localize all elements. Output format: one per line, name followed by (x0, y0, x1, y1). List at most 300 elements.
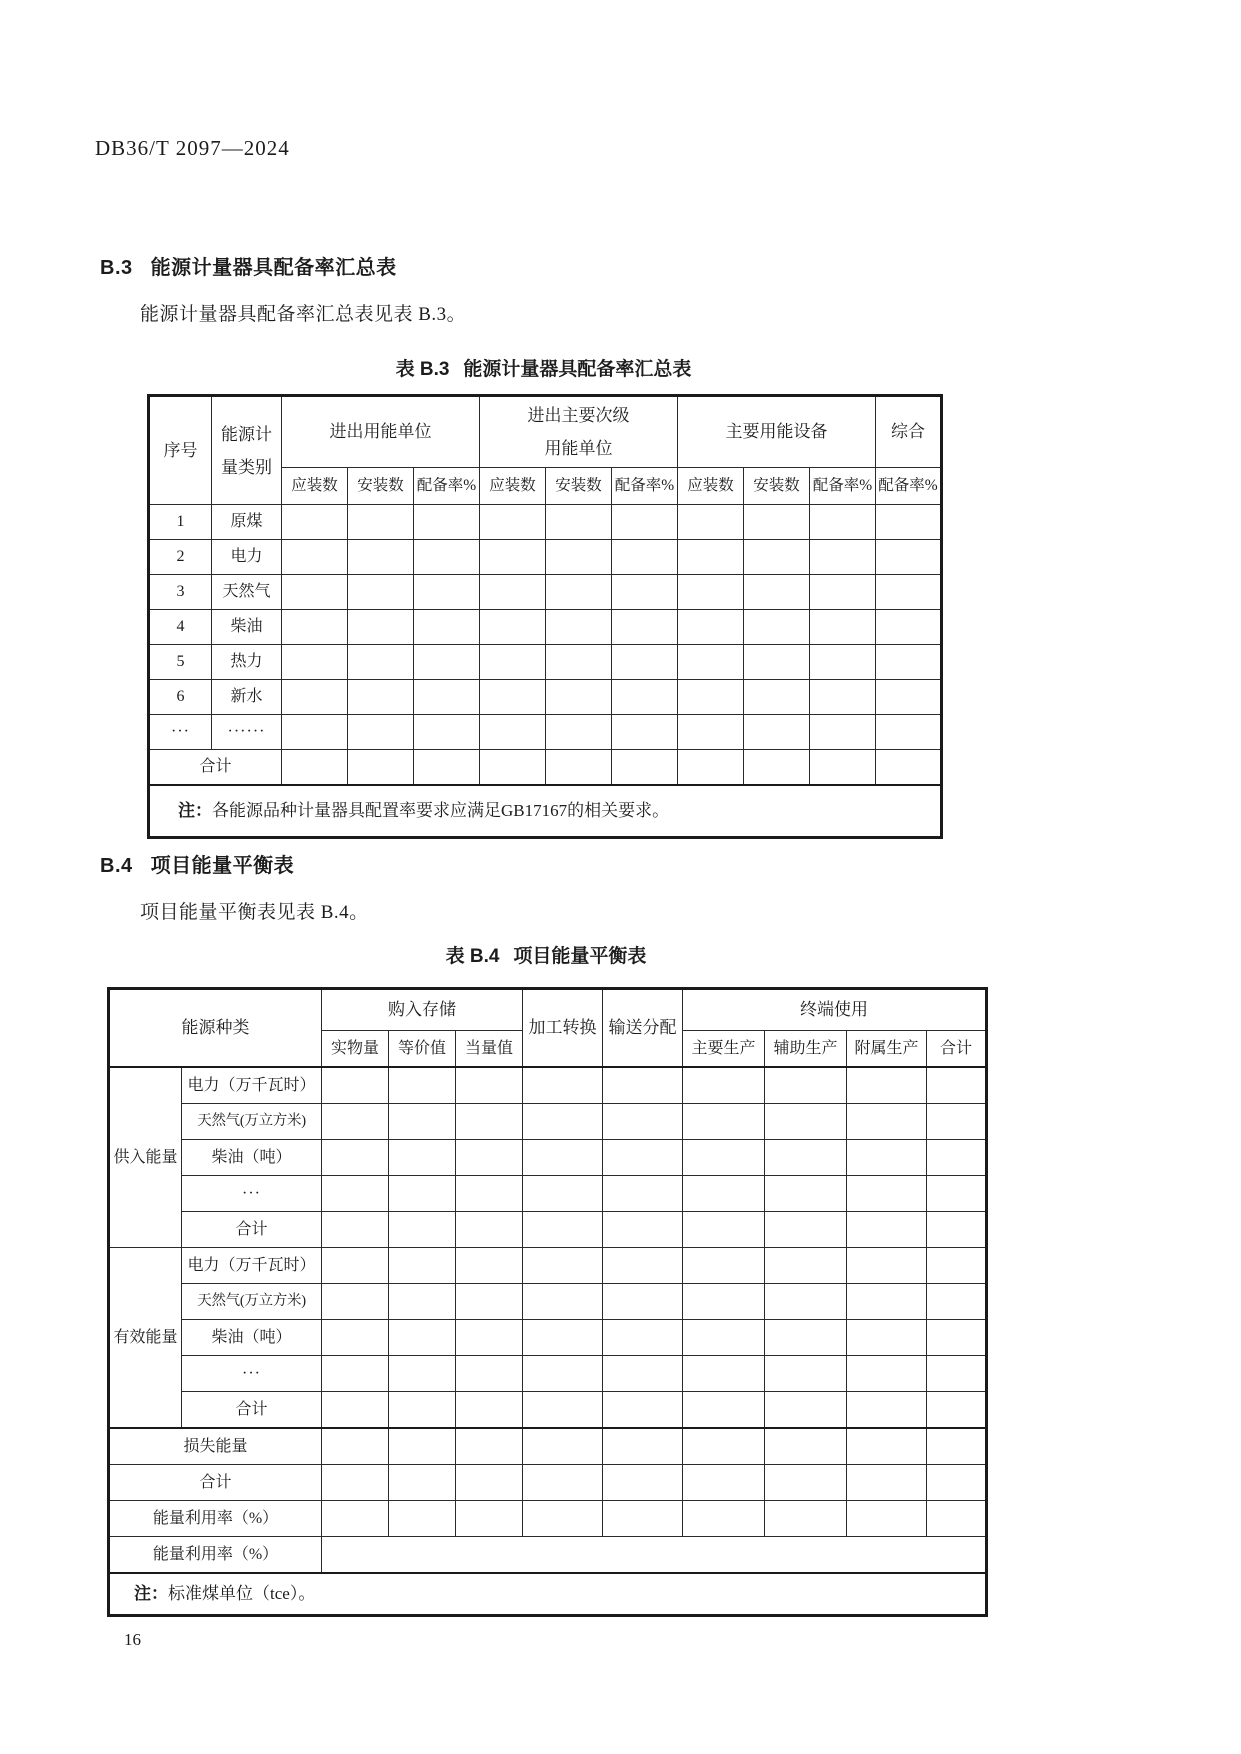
empty-cell (523, 1392, 603, 1429)
empty-cell (810, 715, 876, 750)
empty-cell (523, 1248, 603, 1284)
empty-cell (546, 540, 612, 575)
empty-cell (456, 1428, 523, 1465)
empty-cell (322, 1248, 389, 1284)
empty-cell (546, 610, 612, 645)
empty-cell (847, 1104, 927, 1140)
cell-row-number: 6 (149, 680, 212, 715)
sub-header-rate: 配备率% (612, 468, 678, 505)
empty-cell (480, 610, 546, 645)
empty-cell (389, 1212, 456, 1248)
table-row (149, 610, 942, 645)
empty-cell (456, 1501, 523, 1537)
empty-cell (348, 750, 414, 786)
empty-cell (523, 1284, 603, 1320)
empty-cell (414, 750, 480, 786)
empty-cell (389, 1356, 456, 1392)
empty-cell (480, 715, 546, 750)
empty-cell (348, 540, 414, 575)
empty-cell (546, 715, 612, 750)
table-row (109, 1320, 987, 1356)
sub-header-rate: 配备率% (414, 468, 480, 505)
table-row (109, 1140, 987, 1176)
sub-header-required: 应装数 (480, 468, 546, 505)
empty-cell (927, 1320, 987, 1356)
empty-cell (683, 1212, 765, 1248)
empty-cell (523, 1176, 603, 1212)
cell-energy-row-label: 合计 (182, 1392, 322, 1429)
empty-cell (810, 575, 876, 610)
table-row (109, 1392, 987, 1429)
empty-cell (603, 1104, 683, 1140)
empty-cell (322, 1392, 389, 1429)
empty-cell (612, 715, 678, 750)
empty-cell (322, 1320, 389, 1356)
empty-cell (414, 575, 480, 610)
empty-cell (389, 1140, 456, 1176)
empty-cell (612, 540, 678, 575)
empty-cell (546, 750, 612, 786)
empty-cell (603, 1067, 683, 1104)
col-header-transmission: 输送分配 (603, 989, 683, 1068)
empty-cell (282, 540, 348, 575)
cell-energy-row-label: 柴油（吨） (182, 1140, 322, 1176)
cell-energy-row-label: 合计 (182, 1212, 322, 1248)
empty-cell (744, 575, 810, 610)
col-header-energy-type (212, 396, 282, 505)
empty-cell (389, 1501, 456, 1537)
empty-cell (683, 1067, 765, 1104)
sub-header-installed: 安装数 (744, 468, 810, 505)
empty-cell (456, 1248, 523, 1284)
empty-cell (810, 750, 876, 786)
empty-cell (414, 715, 480, 750)
cell-energy-type: 天然气 (212, 575, 282, 610)
cell-energy-row-label: 电力（万千瓦时） (182, 1248, 322, 1284)
empty-cell (414, 680, 480, 715)
sub-header-coal-equivalent-value: 当量值 (456, 1031, 523, 1068)
col-header-seq: 序号 (149, 396, 212, 505)
empty-cell (480, 645, 546, 680)
empty-cell (683, 1465, 765, 1501)
table-row (149, 785, 942, 838)
section-b3-title: 能源计量器具配备率汇总表 (150, 257, 397, 279)
cell-energy-row-label: 天然气(万立方米) (182, 1104, 322, 1140)
empty-cell (876, 505, 942, 540)
empty-cell (414, 505, 480, 540)
table-note (149, 785, 942, 838)
empty-cell (480, 505, 546, 540)
empty-cell (744, 715, 810, 750)
table-row (109, 1284, 987, 1320)
empty-cell (765, 1465, 847, 1501)
empty-cell (523, 1501, 603, 1537)
sub-header-required: 应装数 (282, 468, 348, 505)
table-b3 (147, 394, 943, 839)
table-row (109, 1356, 987, 1392)
empty-cell (765, 1284, 847, 1320)
empty-cell (927, 1501, 987, 1537)
empty-cell (678, 505, 744, 540)
empty-cell (523, 1428, 603, 1465)
empty-cell (456, 1176, 523, 1212)
empty-cell (876, 750, 942, 786)
col-header-processing: 加工转换 (523, 989, 603, 1068)
empty-cell (282, 715, 348, 750)
empty-cell (456, 1465, 523, 1501)
sub-header-total: 合计 (927, 1031, 987, 1068)
empty-cell (282, 680, 348, 715)
empty-cell (282, 645, 348, 680)
empty-cell (847, 1140, 927, 1176)
cell-utilization-label: 能量利用率（%） (109, 1537, 322, 1574)
note-prefix: 注： (134, 1584, 168, 1604)
empty-cell (456, 1140, 523, 1176)
cell-row-number: 3 (149, 575, 212, 610)
table-row (149, 645, 942, 680)
cell-row-number: 5 (149, 645, 212, 680)
sub-header-auxiliary-production: 辅助生产 (765, 1031, 847, 1068)
empty-cell (322, 1465, 389, 1501)
empty-cell (603, 1465, 683, 1501)
sub-header-installed: 安装数 (348, 468, 414, 505)
empty-cell (546, 645, 612, 680)
cell-energy-row-label: ··· (182, 1176, 322, 1212)
empty-cell (765, 1212, 847, 1248)
empty-cell (389, 1428, 456, 1465)
group-header-purchase-storage: 购入存储 (322, 989, 523, 1031)
sub-header-main-production: 主要生产 (683, 1031, 765, 1068)
empty-cell (612, 645, 678, 680)
empty-cell (603, 1501, 683, 1537)
empty-cell (683, 1428, 765, 1465)
empty-cell (348, 575, 414, 610)
empty-cell (523, 1356, 603, 1392)
empty-cell (322, 1356, 389, 1392)
empty-cell (456, 1392, 523, 1429)
empty-cell (927, 1465, 987, 1501)
group-header-main-equipment: 主要用能设备 (678, 396, 876, 468)
empty-cell (389, 1067, 456, 1104)
empty-cell (927, 1067, 987, 1104)
empty-cell (322, 1501, 389, 1537)
empty-cell (414, 540, 480, 575)
empty-cell (876, 645, 942, 680)
group-header-secondary-line2: 用能单位 (544, 439, 613, 458)
empty-cell (847, 1501, 927, 1537)
empty-cell (927, 1104, 987, 1140)
empty-cell (414, 610, 480, 645)
empty-cell (810, 540, 876, 575)
cell-energy-row-label: 天然气(万立方米) (182, 1284, 322, 1320)
empty-cell (744, 540, 810, 575)
empty-cell (322, 1537, 987, 1574)
empty-cell (927, 1356, 987, 1392)
table-b4-caption (107, 941, 985, 968)
table-row (109, 1465, 987, 1501)
empty-cell (810, 645, 876, 680)
sub-header-installed: 安装数 (546, 468, 612, 505)
empty-cell (876, 680, 942, 715)
empty-cell (389, 1320, 456, 1356)
empty-cell (322, 1067, 389, 1104)
empty-cell (683, 1284, 765, 1320)
empty-cell (612, 680, 678, 715)
empty-cell (765, 1356, 847, 1392)
empty-cell (603, 1356, 683, 1392)
empty-cell (389, 1248, 456, 1284)
sub-header-rate: 配备率% (810, 468, 876, 505)
empty-cell (683, 1248, 765, 1284)
empty-cell (927, 1248, 987, 1284)
table-row (109, 1067, 987, 1104)
table-b3-caption-title: 能源计量器具配备率汇总表 (463, 359, 692, 380)
empty-cell (348, 610, 414, 645)
empty-cell (678, 645, 744, 680)
empty-cell (523, 1212, 603, 1248)
note-text: 各能源品种计量器具配置率要求应满足GB17167的相关要求。 (212, 801, 670, 821)
empty-cell (744, 610, 810, 645)
empty-cell (683, 1104, 765, 1140)
empty-cell (683, 1501, 765, 1537)
empty-cell (456, 1284, 523, 1320)
empty-cell (765, 1248, 847, 1284)
section-b4-number: B.4 (100, 855, 133, 877)
col-header-energy-kind: 能源种类 (109, 989, 322, 1068)
empty-cell (765, 1067, 847, 1104)
empty-cell (847, 1284, 927, 1320)
empty-cell (456, 1320, 523, 1356)
group-header-secondary-unit (480, 396, 678, 468)
table-row (149, 680, 942, 715)
page-number: 16 (124, 1630, 141, 1649)
empty-cell (456, 1212, 523, 1248)
empty-cell (876, 610, 942, 645)
empty-cell (683, 1392, 765, 1429)
empty-cell (348, 680, 414, 715)
empty-cell (348, 505, 414, 540)
empty-cell (847, 1212, 927, 1248)
table-row (109, 1501, 987, 1537)
empty-cell (847, 1392, 927, 1429)
table-b4-caption-number: 表 B.4 (445, 946, 500, 967)
cell-row-number: ··· (149, 715, 212, 750)
cell-energy-type: ······ (212, 715, 282, 750)
empty-cell (322, 1140, 389, 1176)
empty-cell (876, 575, 942, 610)
empty-cell (876, 715, 942, 750)
empty-cell (603, 1212, 683, 1248)
table-b3-caption-number: 表 B.3 (395, 359, 450, 380)
note-prefix: 注： (178, 801, 212, 821)
empty-cell (744, 680, 810, 715)
empty-cell (389, 1284, 456, 1320)
cell-energy-row-label: 柴油（吨） (182, 1320, 322, 1356)
sub-header-required: 应装数 (678, 468, 744, 505)
empty-cell (612, 610, 678, 645)
empty-cell (523, 1465, 603, 1501)
empty-cell (523, 1140, 603, 1176)
section-b3-heading (100, 251, 397, 280)
empty-cell (282, 505, 348, 540)
empty-cell (603, 1248, 683, 1284)
empty-cell (744, 505, 810, 540)
empty-cell (546, 575, 612, 610)
col-header-energy-type-line1: 能源计 (221, 424, 272, 444)
empty-cell (603, 1140, 683, 1176)
empty-cell (282, 610, 348, 645)
empty-cell (546, 680, 612, 715)
empty-cell (389, 1176, 456, 1212)
empty-cell (847, 1248, 927, 1284)
empty-cell (322, 1176, 389, 1212)
table-row (149, 750, 942, 786)
empty-cell (765, 1176, 847, 1212)
empty-cell (765, 1104, 847, 1140)
cell-energy-type: 热力 (212, 645, 282, 680)
cell-total-label: 合计 (109, 1465, 322, 1501)
cell-energy-type: 新水 (212, 680, 282, 715)
empty-cell (603, 1320, 683, 1356)
empty-cell (765, 1501, 847, 1537)
table-b4-wrapper (107, 987, 988, 1617)
empty-cell (480, 750, 546, 786)
empty-cell (523, 1104, 603, 1140)
empty-cell (876, 540, 942, 575)
group-label-effective-energy: 有效能量 (109, 1248, 182, 1429)
table-row (109, 1212, 987, 1248)
empty-cell (480, 575, 546, 610)
cell-row-number: 4 (149, 610, 212, 645)
empty-cell (603, 1176, 683, 1212)
table-note (109, 1573, 987, 1616)
table-row (109, 1104, 987, 1140)
empty-cell (348, 645, 414, 680)
sub-header-physical-quantity: 实物量 (322, 1031, 389, 1068)
empty-cell (683, 1140, 765, 1176)
empty-cell (603, 1284, 683, 1320)
sub-header-equivalent-value: 等价值 (389, 1031, 456, 1068)
table-b3-caption (147, 354, 940, 381)
cell-total-label: 合计 (149, 750, 282, 786)
empty-cell (389, 1104, 456, 1140)
empty-cell (927, 1392, 987, 1429)
empty-cell (683, 1176, 765, 1212)
group-header-in-out-unit: 进出用能单位 (282, 396, 480, 468)
empty-cell (765, 1428, 847, 1465)
empty-cell (456, 1356, 523, 1392)
empty-cell (414, 645, 480, 680)
empty-cell (927, 1176, 987, 1212)
empty-cell (282, 575, 348, 610)
table-row (149, 396, 942, 468)
empty-cell (927, 1428, 987, 1465)
empty-cell (927, 1212, 987, 1248)
empty-cell (348, 715, 414, 750)
table-row (109, 989, 987, 1031)
empty-cell (612, 750, 678, 786)
empty-cell (546, 505, 612, 540)
note-text: 标准煤单位（tce）。 (168, 1584, 316, 1604)
empty-cell (765, 1320, 847, 1356)
cell-energy-type: 电力 (212, 540, 282, 575)
group-header-secondary-line1: 进出主要次级 (527, 406, 630, 425)
empty-cell (810, 505, 876, 540)
empty-cell (282, 750, 348, 786)
cell-energy-row-label: 电力（万千瓦时） (182, 1067, 322, 1104)
empty-cell (612, 505, 678, 540)
empty-cell (744, 750, 810, 786)
group-label-supply-energy: 供入能量 (109, 1067, 182, 1248)
sub-header-attached-production: 附属生产 (847, 1031, 927, 1068)
group-header-terminal-use: 终端使用 (683, 989, 987, 1031)
cell-utilization-label: 能量利用率（%） (109, 1501, 322, 1537)
table-row (109, 1428, 987, 1465)
table-row (109, 1176, 987, 1212)
table-b4 (107, 987, 988, 1617)
table-row (149, 540, 942, 575)
empty-cell (389, 1465, 456, 1501)
empty-cell (456, 1104, 523, 1140)
empty-cell (847, 1067, 927, 1104)
empty-cell (678, 610, 744, 645)
empty-cell (456, 1067, 523, 1104)
section-b4-title: 项目能量平衡表 (150, 855, 295, 877)
empty-cell (683, 1356, 765, 1392)
empty-cell (927, 1284, 987, 1320)
empty-cell (683, 1320, 765, 1356)
empty-cell (678, 680, 744, 715)
empty-cell (810, 680, 876, 715)
empty-cell (847, 1465, 927, 1501)
empty-cell (810, 610, 876, 645)
empty-cell (603, 1428, 683, 1465)
table-row (149, 575, 942, 610)
table-row (109, 1573, 987, 1616)
empty-cell (523, 1320, 603, 1356)
cell-row-number: 2 (149, 540, 212, 575)
empty-cell (765, 1140, 847, 1176)
cell-energy-row-label: ··· (182, 1356, 322, 1392)
cell-energy-type: 原煤 (212, 505, 282, 540)
empty-cell (603, 1392, 683, 1429)
section-b4-heading (100, 849, 294, 878)
document-number: DB36/T 2097—2024 (95, 136, 290, 160)
empty-cell (927, 1140, 987, 1176)
empty-cell (847, 1428, 927, 1465)
empty-cell (322, 1428, 389, 1465)
empty-cell (480, 540, 546, 575)
table-row (149, 715, 942, 750)
empty-cell (847, 1176, 927, 1212)
empty-cell (847, 1356, 927, 1392)
empty-cell (480, 680, 546, 715)
table-row (109, 1248, 987, 1284)
empty-cell (847, 1320, 927, 1356)
empty-cell (678, 540, 744, 575)
empty-cell (322, 1284, 389, 1320)
section-b3-number: B.3 (100, 257, 133, 279)
empty-cell (678, 575, 744, 610)
empty-cell (612, 575, 678, 610)
cell-row-number: 1 (149, 505, 212, 540)
empty-cell (389, 1392, 456, 1429)
cell-loss-energy-label: 损失能量 (109, 1428, 322, 1465)
empty-cell (765, 1392, 847, 1429)
empty-cell (322, 1104, 389, 1140)
cell-energy-type: 柴油 (212, 610, 282, 645)
empty-cell (523, 1067, 603, 1104)
